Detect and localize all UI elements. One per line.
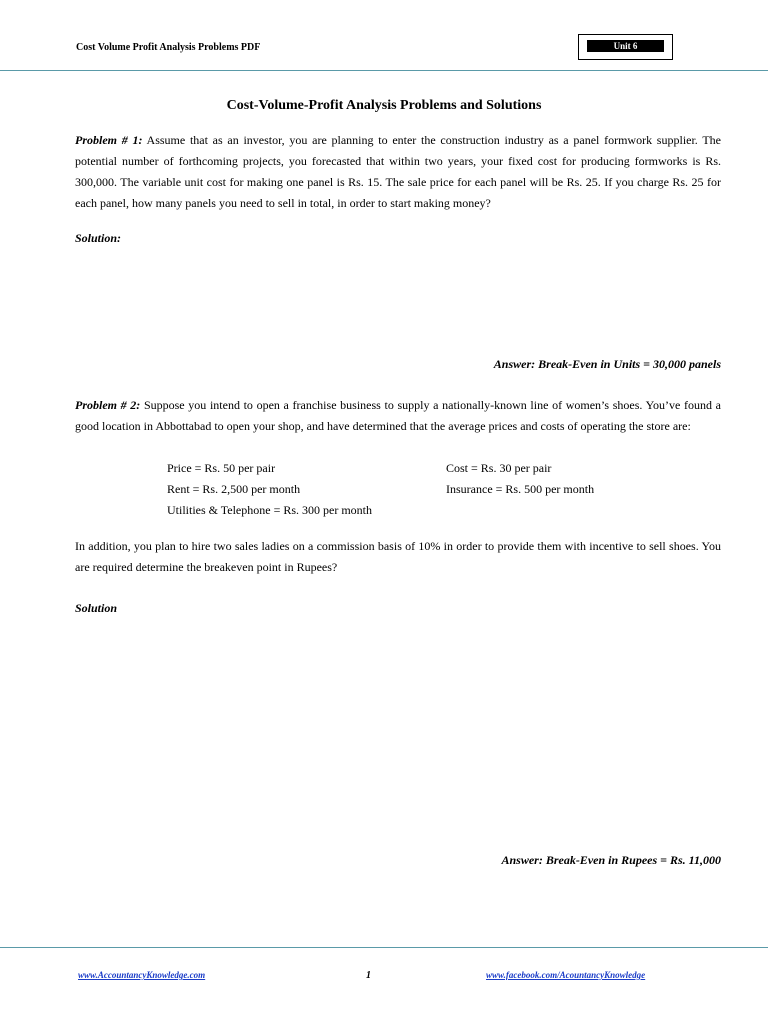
document-title: Cost-Volume-Profit Analysis Problems and Solutions (226, 98, 542, 113)
item-rent: Rent = Rs. 2,500 per month (167, 482, 301, 496)
item-price: Price = Rs. 50 per pair (167, 461, 276, 475)
problem-2-answer: Answer: Break-Even in Rupees = Rs. 11,000 (501, 853, 721, 867)
item-utilities: Utilities & Telephone = Rs. 300 per month (167, 503, 373, 517)
item-cost: Cost = Rs. 30 per pair (446, 461, 552, 475)
header-rule (0, 70, 768, 71)
problem-1-paragraph (75, 130, 721, 214)
problem-2-followup: In addition, you plan to hire two sales ladies on a commission basis of 10% in order to provide them with incentive to sell shoes. You are required determine the breakeven point in Rupees? (75, 539, 721, 574)
problem-2-solution-label: Solution (75, 601, 118, 615)
problem-2-label: Problem # 2: (75, 398, 141, 412)
page-number: 1 (366, 970, 371, 981)
problem-1-solution-label: Solution: (75, 231, 122, 245)
problem-2-text: Suppose you intend to open a franchise business to supply a nationally-known line of women’s shoes. You’ve found a good location in Abbottabad to open your shop, and have determined that the average prices and costs of operating the store are: (75, 398, 721, 433)
footer-facebook-link[interactable]: www.facebook.com/AcountancyKnowledge (486, 970, 646, 980)
item-insurance: Insurance = Rs. 500 per month (446, 482, 595, 496)
problem-1-label: Problem # 1: (75, 133, 143, 147)
header-title: Cost Volume Profit Analysis Problems PDF (76, 42, 261, 53)
problem-2-paragraph (75, 395, 721, 437)
unit-box (578, 34, 673, 60)
footer-website-link[interactable]: www.AccountancyKnowledge.com (78, 970, 206, 980)
unit-badge: Unit 6 (587, 40, 664, 52)
problem-1-text: Assume that as an investor, you are planning to enter the construction industry as a panel formwork supplier. The potential number of forthcoming projects, you forecasted that within two years, your fixed cost for producing formworks is Rs. 300,000. The variable unit cost for making one panel is Rs. 15. The sale price for each panel will be Rs. 25. If you charge Rs. 25 for each panel, how many panels you need to sell in total, in order to start making money? (75, 133, 721, 210)
problem-1-answer: Answer: Break-Even in Units = 30,000 panels (493, 357, 721, 371)
footer-rule (0, 947, 768, 948)
